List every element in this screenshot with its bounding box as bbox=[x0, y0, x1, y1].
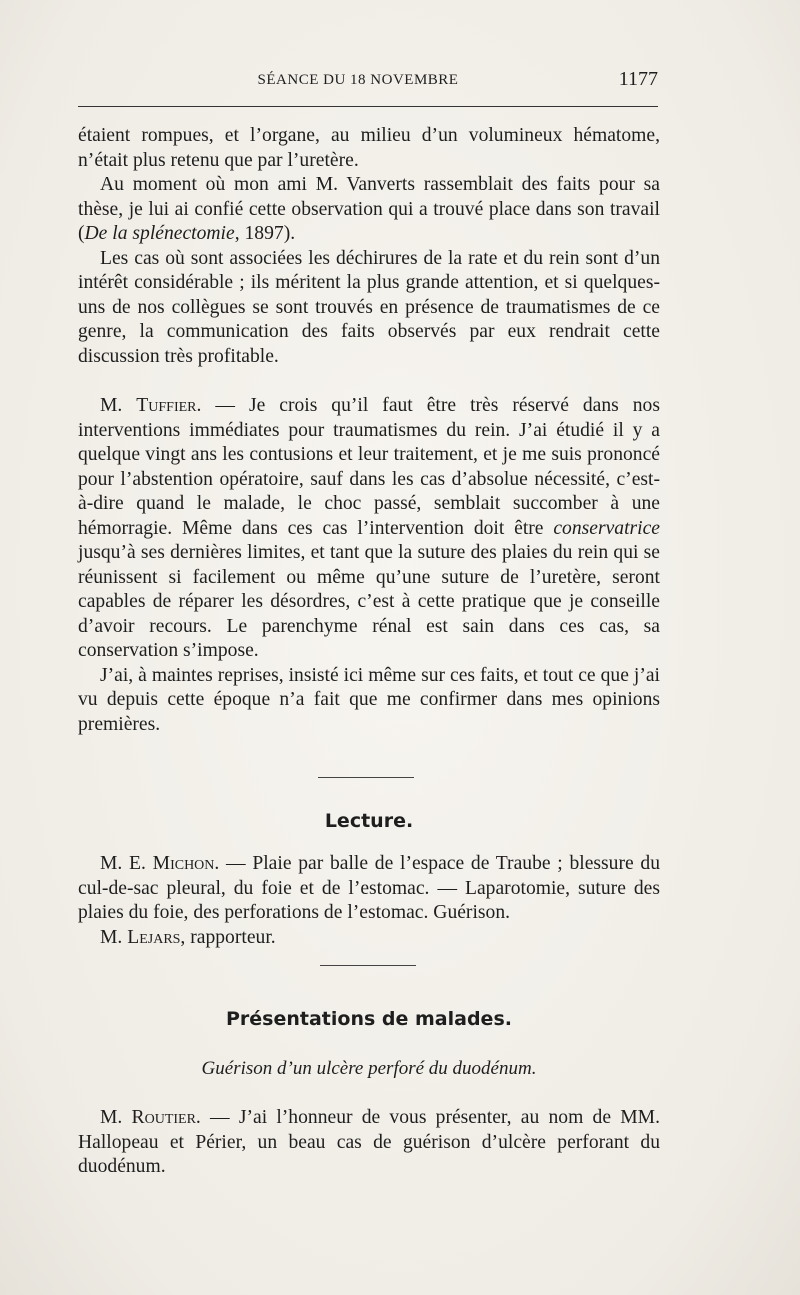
opening-text bbox=[78, 124, 660, 369]
speaker-prefix: M. bbox=[100, 926, 128, 948]
paragraph-michon bbox=[78, 852, 660, 926]
paragraph-lejars bbox=[78, 926, 660, 951]
lecture-heading: Lecture. bbox=[324, 810, 414, 832]
paragraph-text: Au moment où mon ami M. Vanverts rassemblait des faits pour sa thèse, je lui ai confié cette observation qui a trouvé place dans son travail ( bbox=[78, 174, 660, 244]
case-subheading: Guérison d’un ulcère perforé du duodénum. bbox=[201, 1058, 537, 1079]
paragraph-vanverts bbox=[78, 173, 660, 247]
section-separator bbox=[318, 777, 414, 778]
paragraph-tuffier-conclusion: J’ai, à maintes reprises, insisté ici même sur ces faits, et tout ce que j’ai vu depuis cette époque n’a fait que me confirmer dans mes opinions premières. bbox=[78, 664, 660, 735]
running-head: SÉANCE DU 18 NOVEMBRE bbox=[257, 72, 459, 88]
book-title: De la splénectomie bbox=[84, 223, 235, 244]
page-header bbox=[78, 68, 658, 98]
paragraph-text: — Plaie par balle de l’espace de Traube ; blessure du cul-de-sac pleural, du foie et de l’estomac. — Laparotomie, suture des plaies du foie, des perforations de l’estomac. Guérison. bbox=[78, 853, 660, 923]
speaker-prefix: M. bbox=[100, 395, 137, 416]
speaker-prefix: M. E. bbox=[100, 853, 153, 874]
paragraph-text: jusqu’à ses dernières limites, et tant que la suture des plaies du rein qui se réunissent si facilement ou même qu’une suture de l’uretère, seront capables de réparer les désordres, c’est à cette pratique que je conseille d’avoir recours. Le parenchyme rénal est sain dans ces cas, sa conservation s’impose. bbox=[78, 542, 660, 661]
paragraph-text: — J’ai l’honneur de vous présenter, au nom de MM. Hallopeau et Périer, un beau cas de guérison d’ulcère perforant du duodénum. bbox=[78, 1107, 660, 1177]
paragraph-continuation: étaient rompues, et l’organe, au milieu d’un volumineux hématome, n’était plus retenu que par l’uretère. bbox=[78, 125, 660, 171]
speaker-name: Routier. bbox=[131, 1107, 201, 1128]
paragraph-text: , 1897). bbox=[234, 223, 296, 244]
header-rule bbox=[78, 106, 658, 107]
paragraph-associated-cases: Les cas où sont associées les déchirures de la rate et du rein sont d’un intérêt considérable ; ils méritent la plus grande attention, et si quelques-uns de nos collègues se sont trouvés en présence de traumatismes de ce genre, la communication des faits observés par eux rendrait cette discussion très profitable. bbox=[78, 247, 660, 367]
speaker-prefix: M. bbox=[100, 1107, 132, 1128]
paragraph-text: — Je crois qu’il faut être très réservé dans nos interventions immédiates pour traumatismes du rein. J’ai étudié il y a quelque vingt ans les contusions et leur traitement, et je me suis prononcé pour l’abstention opératoire, sauf dans les cas d’absolue nécessité, c’est-à-dire quand le malade, le choc passé, semblait succomber à une hémorragie. Même dans ces cas l’intervention doit être bbox=[78, 395, 660, 539]
paragraph-tuffier bbox=[78, 394, 660, 664]
speaker-name: Tuffier. bbox=[136, 395, 202, 416]
speaker-name: Michon. bbox=[152, 853, 220, 874]
presentations-section bbox=[78, 1106, 660, 1180]
tuffier-section bbox=[78, 394, 660, 737]
section-separator bbox=[320, 965, 416, 966]
paragraph-text: rapporteur. bbox=[185, 926, 276, 948]
emphasis: conservatrice bbox=[553, 517, 660, 539]
lecture-section bbox=[78, 852, 660, 950]
presentations-heading: Présentations de malades. bbox=[226, 1008, 512, 1030]
paragraph-routier bbox=[78, 1106, 660, 1180]
speaker-name: Lejars, bbox=[127, 926, 186, 948]
page-number: 1177 bbox=[618, 68, 658, 90]
